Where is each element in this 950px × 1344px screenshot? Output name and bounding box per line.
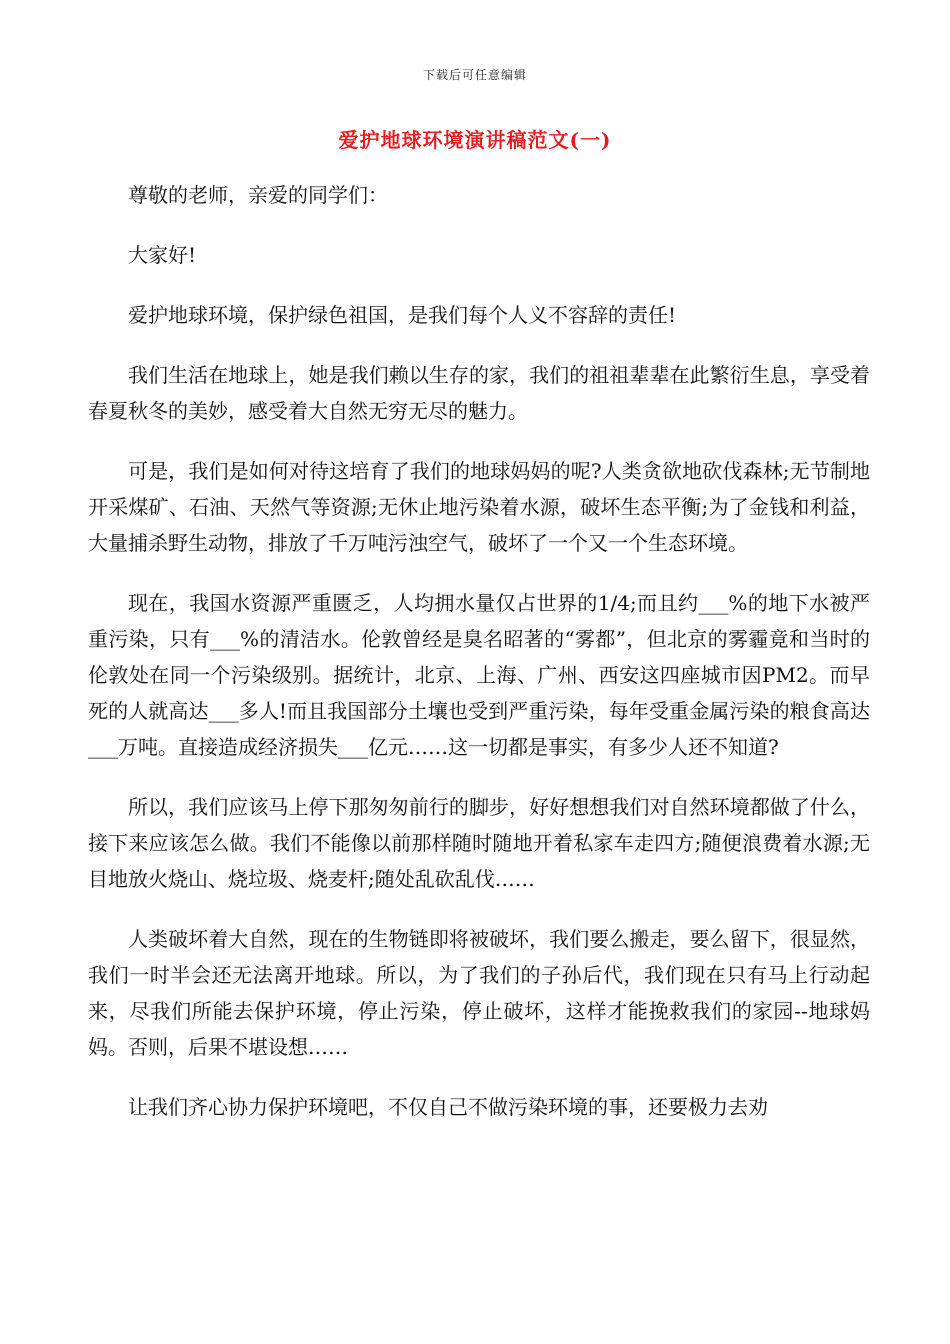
paragraph-statistics: 现在，我国水资源严重匮乏，人均拥水量仅占世界的1/4;而且约___%的地下水被严重污染，只有___%的清洁水。伦敦曾经是臭名昭著的“雾都”，但北京的雾霾竟和当时的伦敦处在同一个污染级别。据统计，北京、上海、广州、西安这四座城市因PM2。而早死的人就高达___多人!而且我国部分土壤也受到严重污染，每年受重金属污染的粮食高达___万吨。直接造成经济损失___亿元……这一切都是事实，有多少人还不知道? <box>88 591 870 759</box>
paragraph-action: 人类破坏着大自然，现在的生物链即将被破坏，我们要么搬走，要么留下，很显然，我们一时半会还无法离开地球。所以，为了我们的子孙后代，我们现在只有马上行动起来，尽我们所能去保护环境，停止污染，停止破坏，这样才能挽救我们的家园--地球妈妈。否则，后果不堪设想…… <box>88 927 870 1059</box>
paragraph-appeal: 让我们齐心协力保护环境吧，不仅自己不做污染环境的事，还要极力去劝 <box>128 1095 768 1119</box>
document-title: 爱护地球环境演讲稿范文(一) <box>338 128 612 152</box>
paragraph-responsibility: 爱护地球环境，保护绿色祖国，是我们每个人义不容辞的责任! <box>128 303 677 327</box>
document-body <box>88 177 870 1149</box>
paragraph-damage: 可是，我们是如何对待这培育了我们的地球妈妈的呢?人类贪欲地砍伐森林;无节制地开采煤矿、石油、天然气等资源;无休止地污染着水源，破坏生态平衡;为了金钱和利益，大量捕杀野生动物，排放了千万吨污浊空气，破坏了一个又一个生态环境。 <box>88 459 870 555</box>
paragraph-greeting: 尊敬的老师，亲爱的同学们： <box>128 183 388 207</box>
paragraph-home: 我们生活在地球上，她是我们赖以生存的家，我们的祖祖辈辈在此繁衍生息，享受着春夏秋冬的美妙，感受着大自然无穷无尽的魅力。 <box>88 363 870 423</box>
header-note: 下载后可任意编辑 <box>422 68 527 82</box>
paragraph-hello: 大家好! <box>128 243 197 267</box>
paragraph-reflection: 所以，我们应该马上停下那匆匆前行的脚步，好好想想我们对自然环境都做了什么，接下来应该怎么做。我们不能像以前那样随时随地开着私家车走四方;随便浪费着水源;无目地放火烧山、烧垃圾、烧麦杆;随处乱砍乱伐…… <box>88 795 870 891</box>
